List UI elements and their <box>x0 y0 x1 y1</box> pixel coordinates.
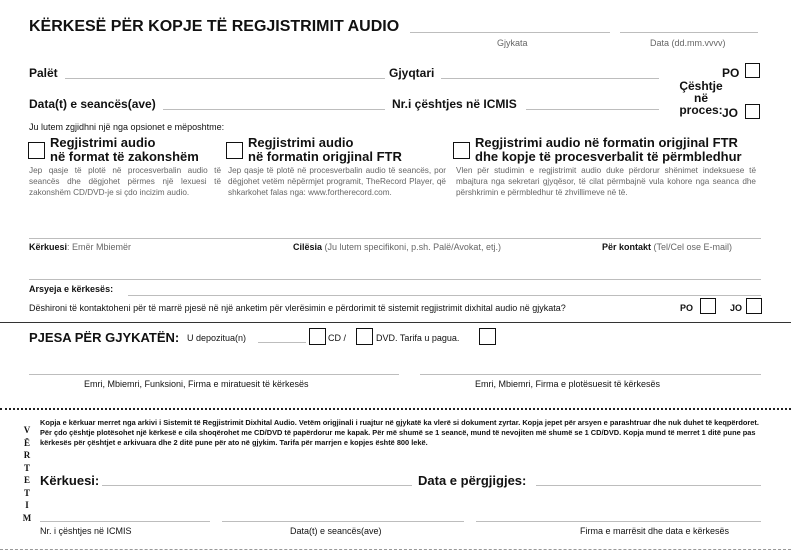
quality-label: Cilësia (Ju lutem specifikoni, p.sh. Palë/Avokat, etj.) <box>293 242 501 252</box>
reason-top-line <box>29 279 761 280</box>
reason-label: Arsyeja e kërkesës: <box>29 284 114 294</box>
bottom-dashed-line <box>0 549 791 550</box>
option-standard-desc: Jep qasje të plotë në procesverbalin audio të seancës dhe dëgjohet përmes një lexuesi të zakonshëm CD/DVD-je si çdo incizim audio. <box>29 166 221 197</box>
response-date-label: Data e përgjigjes: <box>418 473 527 488</box>
receipt-vertical-label <box>22 424 32 524</box>
in-process-no-label: JO <box>722 106 739 120</box>
receipt-vertical-letter: T <box>23 462 30 473</box>
receipt-vertical-letter: M <box>22 512 32 523</box>
receipt-vertical-letter: Ë <box>23 437 30 448</box>
response-date-field[interactable] <box>536 485 761 486</box>
session-dates-field[interactable] <box>163 109 385 110</box>
receipt-vertical-letter: R <box>23 450 31 460</box>
option-ftr-desc: Jep qasje të plotë në procesverbalin audio të seancës, por dëgjohet vetëm nëpërmjet programit, TheRecord Player, që shkarkohet falas nga: www.fortherecord.com. <box>228 166 446 197</box>
in-process-yes-checkbox[interactable] <box>745 63 760 78</box>
judge-field[interactable] <box>441 78 659 79</box>
receipt-vertical-letter: V <box>23 425 31 435</box>
receipt-vertical-letter: E <box>23 475 30 485</box>
option-ftr-transcript-desc: Vlen për studimin e regjistrimit audio duke përdorur shënimet indeksuese të mbajtura nga sekretari gjyqësor, të cilat përmbajnë vula kohore nga seanca dhe përshkrimin e përmbledhur të zhvillimeve në të. <box>456 166 756 197</box>
receipt-notice: Kopja e kërkuar merret nga arkivi i Sistemit të Regjistrimit Dixhital Audio. Vetëm origjinali i ruajtur në gjykatë ka vlerë si dokument zyrtar. Kopja jepet për arsyen e parashtruar dhe nuk duhet të keqpërdoret. Për çdo çështje plotësohet një kërkesë e cila shoqërohet me CD/DVD të papërdorur me kapak. Për më shumë se 1 seancë, mund të nevojiten më shumë se 1 CD/DVD. Kopja mund të merret 1 ditë pune pas kërkesës për çështjet e arkivuara dhe 2 ditë pune për ato në gjykim. Tarifa për marrjen e kopjes është 800 lekë. <box>40 418 759 447</box>
form-title: KËRKESË PËR KOPJE TË REGJISTRIMIT AUDIO <box>29 18 400 35</box>
deposited-label: U depozitua(n) <box>187 333 247 343</box>
dvd-label: DVD. Tarifa u pagua. <box>376 333 460 343</box>
survey-yes-checkbox[interactable] <box>700 298 716 314</box>
receipt-requester-label: Kërkuesi: <box>40 473 100 488</box>
cd-label: CD / <box>328 333 346 343</box>
court-section-title: PJESA PËR GJYKATËN: <box>29 330 180 345</box>
options-instruction: Ju lutem zgjidhni një nga opsionet e mëposhtme: <box>29 122 225 132</box>
approver-signature-label: Emri, Mbiemri, Funksioni, Firma e miratuesit të kërkesës <box>84 379 309 389</box>
deposited-count-field[interactable] <box>258 342 306 343</box>
receipt-vertical-letter: I <box>25 500 29 510</box>
receipt-vertical-letter: T <box>23 487 30 498</box>
survey-question: Dëshironi të kontaktoheni për të marrë pjesë në një anketim për vlerësimin e përdorimit të sistemit regjistrimit dixhital audio në gjykata? <box>29 303 566 313</box>
reason-field[interactable] <box>128 295 761 296</box>
in-process-label: Çështje në proces: <box>679 79 723 117</box>
judge-label: Gjyqtari <box>389 66 435 80</box>
receipt-signature-field[interactable] <box>476 521 761 522</box>
survey-yes-label: PO <box>680 303 694 313</box>
contact-label: Për kontakt (Tel/Cel ose E-mail) <box>602 242 733 252</box>
option-ftr-transcript-title: Regjistrimi audio në formatin origjinal FTR dhe kopje të procesverbalit të përmbledhur <box>475 135 742 164</box>
parties-label: Palët <box>29 66 58 80</box>
receipt-signature-label: Firma e marrësit dhe data e kërkesës <box>580 526 730 536</box>
receipt-requester-field[interactable] <box>102 485 412 486</box>
option-ftr-transcript-checkbox[interactable] <box>453 142 470 159</box>
option-ftr-title: Regjistrimi audio në formatin origjinal FTR <box>248 135 402 164</box>
option-standard-checkbox[interactable] <box>28 142 45 159</box>
receipt-icmis-field[interactable] <box>40 521 210 522</box>
cd-checkbox[interactable] <box>309 328 326 345</box>
requester-field[interactable] <box>29 238 761 239</box>
icmis-field[interactable] <box>526 109 659 110</box>
parties-field[interactable] <box>65 78 385 79</box>
dvd-checkbox[interactable] <box>356 328 373 345</box>
option-standard-title: Regjistrimi audio në format të zakonshëm <box>50 135 199 164</box>
receipt-session-dates-field[interactable] <box>222 521 464 522</box>
icmis-label: Nr.i çështjes në ICMIS <box>392 97 517 111</box>
fee-paid-checkbox[interactable] <box>479 328 496 345</box>
section-divider <box>0 322 791 323</box>
survey-no-label: JO <box>730 303 743 313</box>
filler-signature-field[interactable] <box>420 374 761 375</box>
requester-label: Kërkuesi: Emër Mbiemër <box>29 242 132 252</box>
date-label: Data (dd.mm.vvvv) <box>650 38 726 48</box>
filler-signature-label: Emri, Mbiemri, Firma e plotësuesit të kërkesës <box>475 379 661 389</box>
in-process-yes-label: PO <box>722 66 740 80</box>
date-field[interactable] <box>620 32 758 33</box>
approver-signature-field[interactable] <box>29 374 399 375</box>
survey-no-checkbox[interactable] <box>746 298 762 314</box>
cut-line <box>0 408 791 410</box>
option-ftr-checkbox[interactable] <box>226 142 243 159</box>
court-field[interactable] <box>410 32 610 33</box>
receipt-icmis-label: Nr. i çështjes në ICMIS <box>40 526 132 536</box>
receipt-session-dates-label: Data(t) e seancës(ave) <box>290 526 382 536</box>
in-process-no-checkbox[interactable] <box>745 104 760 119</box>
session-dates-label: Data(t) e seancës(ave) <box>29 97 156 111</box>
court-label: Gjykata <box>497 38 528 48</box>
